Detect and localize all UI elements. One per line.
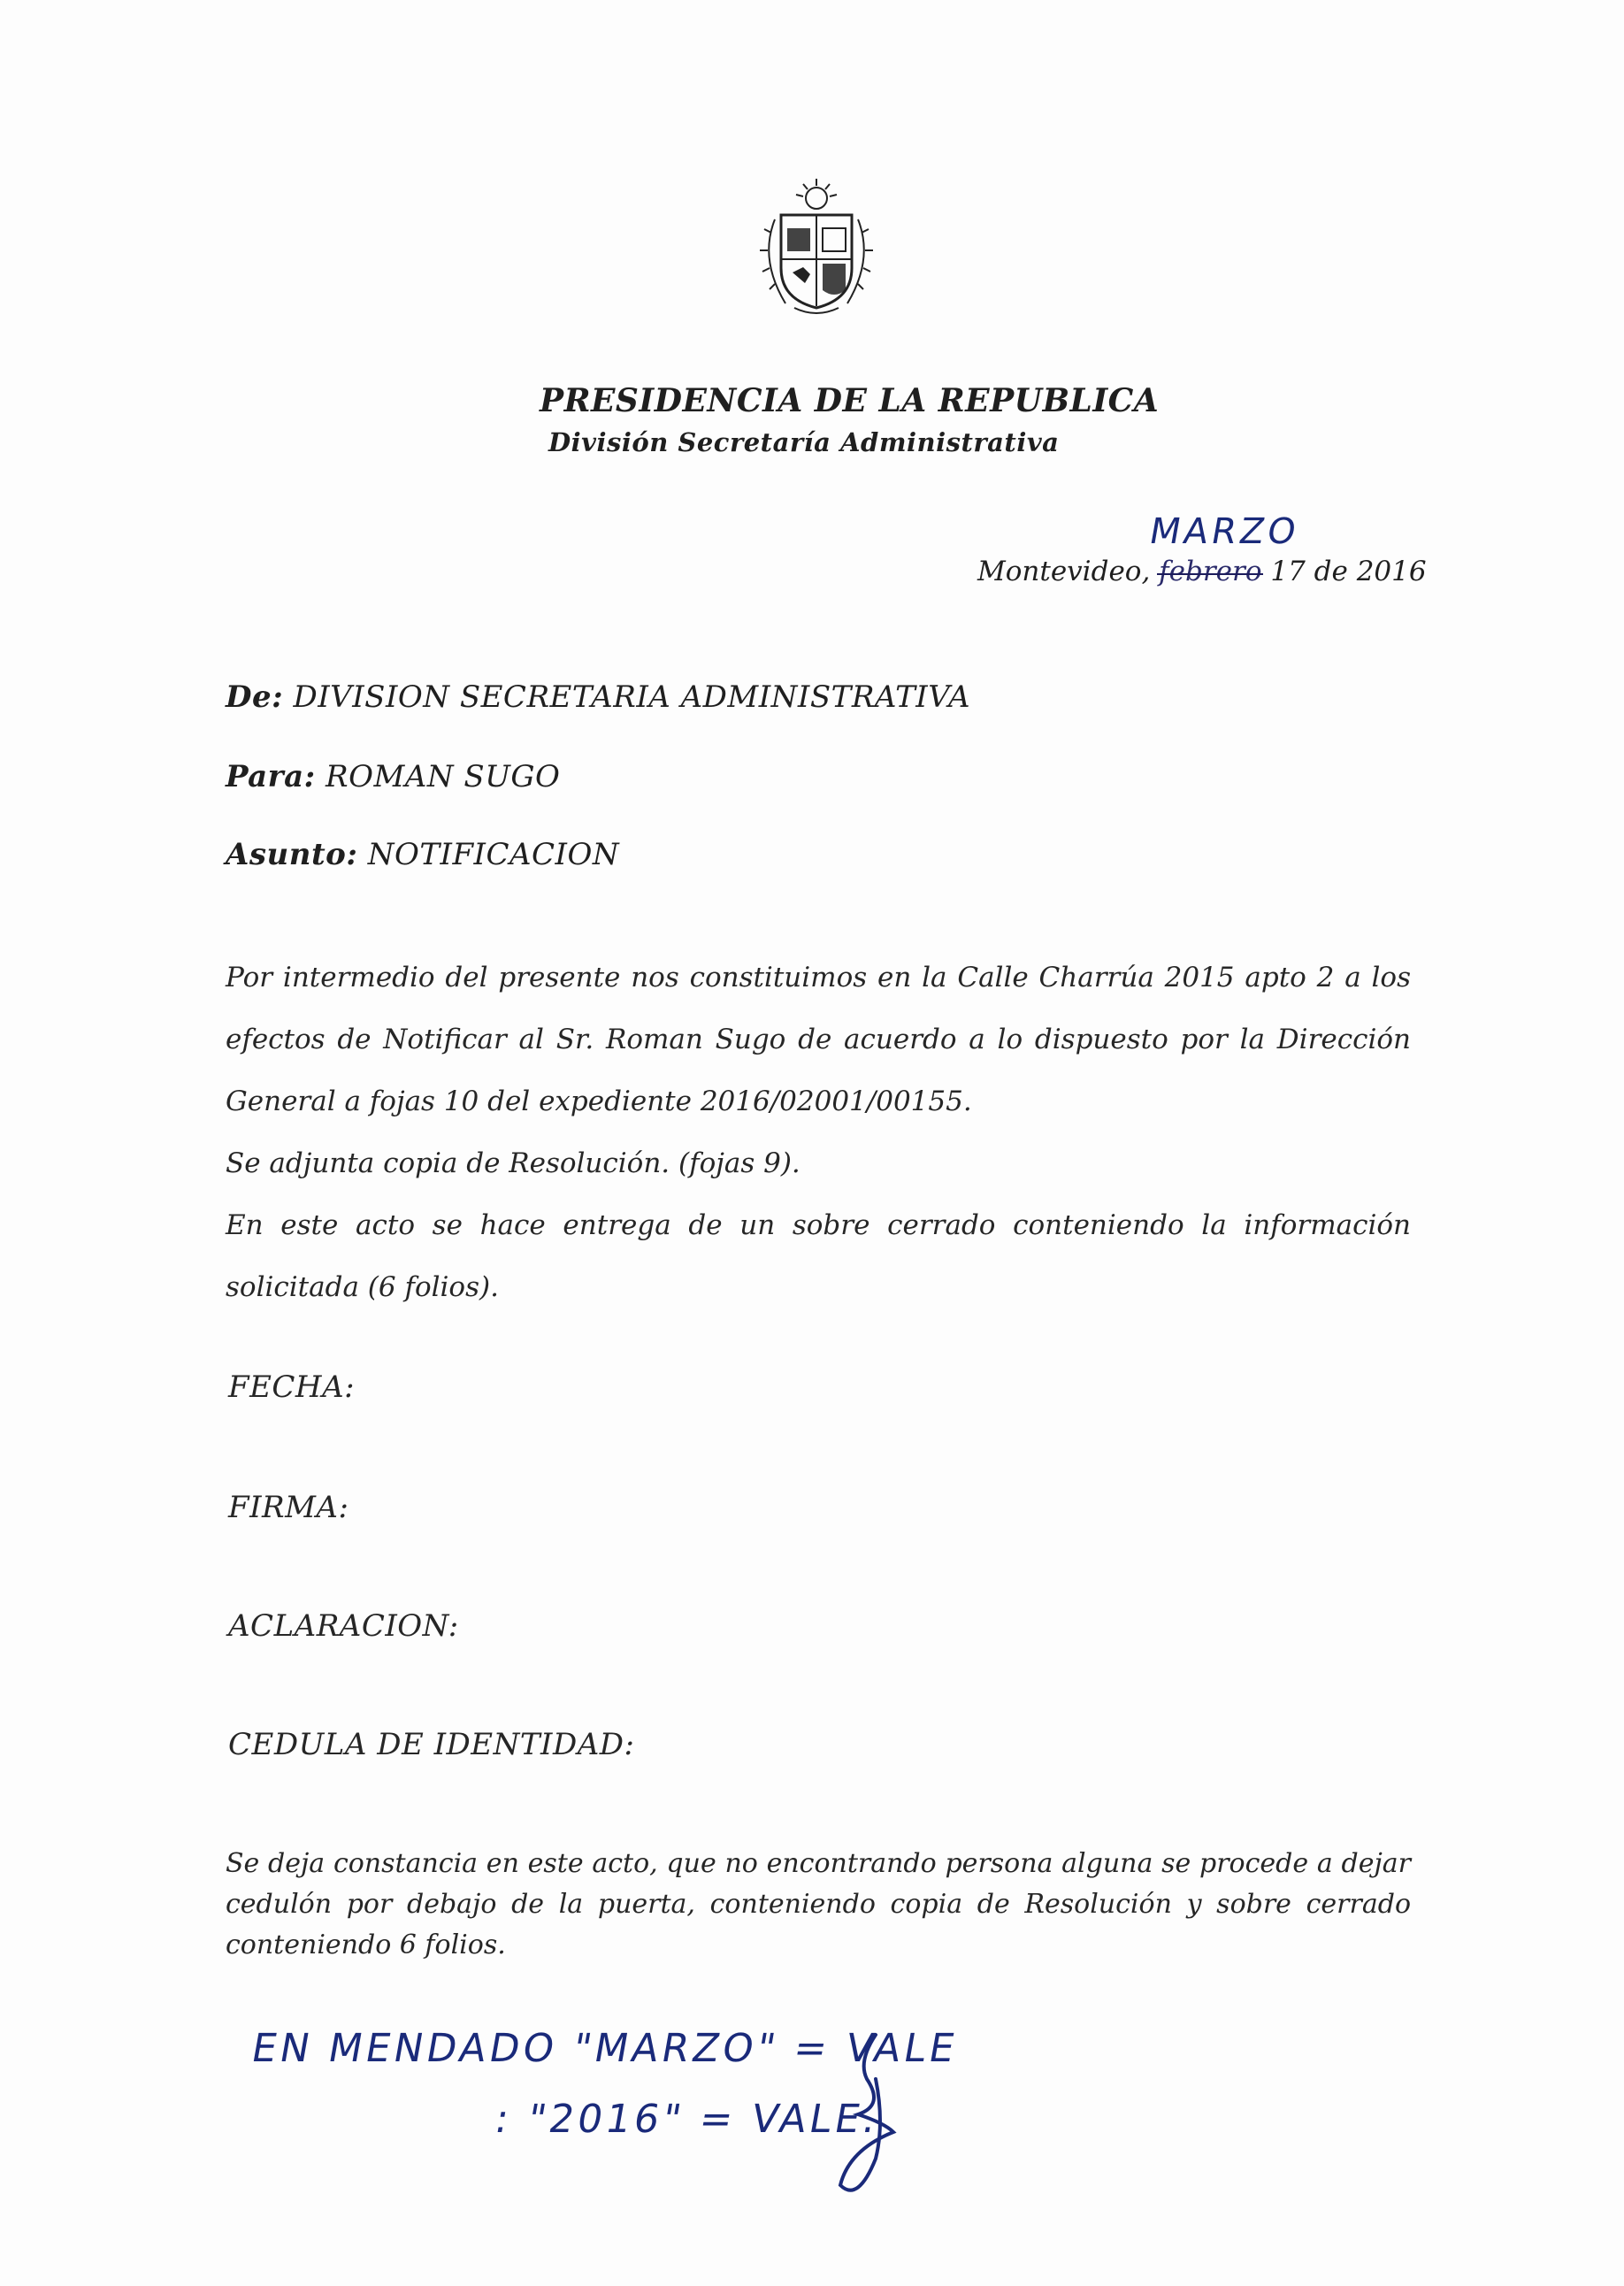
date-day-year: 17 de 2016	[1270, 556, 1427, 587]
from-value: DIVISION SECRETARIA ADMINISTRATIVA	[293, 679, 971, 715]
to-value: ROMAN SUGO	[326, 759, 561, 794]
signature-label: FIRMA:	[228, 1490, 349, 1525]
body-paragraph-2: Se adjunta copia de Resolución. (fojas 9).	[226, 1147, 801, 1179]
clarification-label: ACLARACION:	[228, 1608, 459, 1644]
struck-month: febrero	[1159, 556, 1262, 587]
date-signature-label: FECHA:	[228, 1369, 356, 1405]
subject-label: Asunto:	[226, 837, 358, 872]
constancia-paragraph: Se deja constancia en este acto, que no encontrando persona alguna se procede a dejar cedulón por debajo de la puerta, conteniendo copia de Resolución y sobre cerrado conteniendo 6 folios.	[226, 1848, 1411, 1960]
org-subtitle: División Secretaría Administrativa	[548, 427, 1060, 457]
body-paragraph-1: Por intermedio del presente nos constituimos en la Calle Charrúa 2015 apto 2 a los efectos de Notificar al Sr. Roman Sugo de acuerdo a lo dispuesto por la Dirección General a fojas 10 del expediente 2016/02001/00155.	[226, 962, 1411, 1117]
handwritten-initial-mark	[823, 2026, 911, 2203]
handwritten-note-line-1: EN MENDADO "MARZO" = VALE	[248, 2026, 962, 2071]
coat-of-arms-seal	[741, 175, 892, 326]
date-city: Montevideo,	[977, 556, 1160, 587]
subject-value: NOTIFICACION	[367, 837, 620, 872]
id-card-label: CEDULA DE IDENTIDAD:	[228, 1727, 635, 1762]
to-label: Para:	[226, 759, 316, 794]
from-field	[226, 679, 970, 715]
notification-body	[226, 947, 1411, 1318]
handwritten-note-line-2: : "2016" = VALE.	[491, 2097, 884, 2142]
body-paragraph-3: En este acto se hace entrega de un sobre cerrado conteniendo la información solicitada (6 folios).	[226, 1209, 1411, 1303]
org-title: PRESIDENCIA DE LA REPUBLICA	[540, 382, 1160, 419]
to-field	[226, 759, 560, 794]
from-label: De:	[226, 679, 284, 715]
date-line	[977, 556, 1427, 587]
handwritten-month-correction: MARZO	[1145, 511, 1303, 552]
subject-field	[226, 837, 619, 872]
